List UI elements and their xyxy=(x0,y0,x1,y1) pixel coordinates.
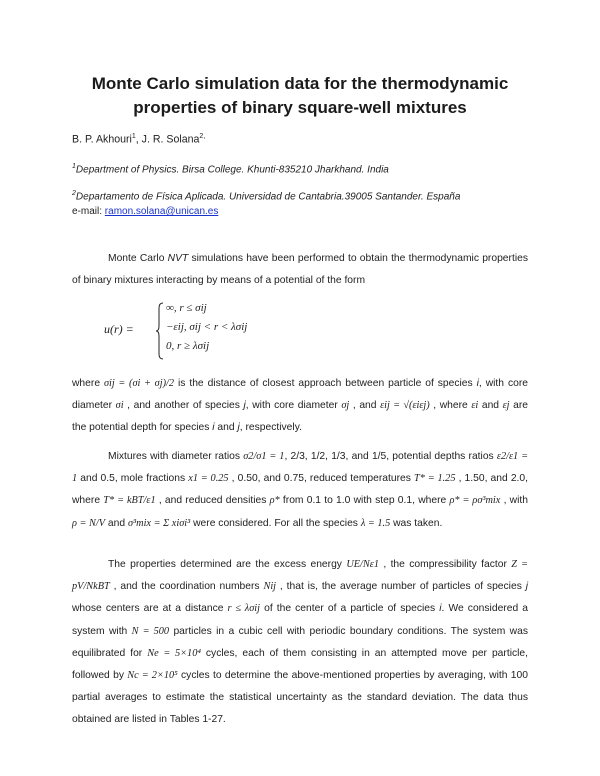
def-math-sigma-j: σj xyxy=(341,400,350,412)
email-link[interactable]: ramon.solana@unican.es xyxy=(104,206,219,217)
intro-text-2: simulations have been performed to obtain the thermodynamic properties of binary mixtures interacting by means of a potential of the form xyxy=(72,253,528,287)
mix-math-temperature-def: T* = kBT/ε1 xyxy=(103,495,156,507)
email-label: e-mail: xyxy=(72,206,105,217)
author-solana-affiliation-mark: 2, xyxy=(199,133,206,140)
prop-math-compressibility: Z = pV/NkBT xyxy=(72,559,529,593)
prop-text: The properties determined are the excess energy xyxy=(108,559,347,570)
mix-text: from 0.1 to 1.0 with step 0.1, where xyxy=(279,495,450,507)
equation-lhs: u(r) = xyxy=(104,322,134,336)
def-math-epsilon-j: εj xyxy=(502,400,510,412)
paragraph-definitions xyxy=(72,373,528,440)
author-list xyxy=(72,133,205,146)
affiliation-1-mark: 1 xyxy=(72,163,76,170)
mix-math-density: ρ* xyxy=(269,495,280,507)
def-species-j: j xyxy=(237,422,240,434)
mix-text: were considered. For all the species xyxy=(190,517,361,529)
mix-text: , 0.50, and 0.75, reduced temperatures xyxy=(228,473,414,485)
prop-text: particles in a cubic cell with periodic boundary conditions. The system was equilibrated for xyxy=(72,625,528,659)
affiliation-1 xyxy=(72,163,389,175)
author-akhouri: B. P. Akhouri xyxy=(72,133,132,146)
equation-case-3: 0, r ≥ λσij xyxy=(166,340,210,352)
def-text: , respectively. xyxy=(239,422,302,434)
def-math-sigma-ij: σij = (σi + σj)/2 xyxy=(103,378,175,389)
def-species-j: j xyxy=(243,400,246,412)
prop-text: cycles to determine the above-mentioned properties by averaging, with 100 partial averages to estimate the statistical uncertainty as the standard deviation. The data thus obtained are listed in Tables 1-27. xyxy=(72,670,528,726)
def-math-sigma-i: σi xyxy=(115,400,124,412)
contact-email xyxy=(72,206,218,217)
equation-case-2: −εij, σij < r < λσij xyxy=(166,321,248,333)
mix-text: , 2/3, 1/2, 1/3, and 1/5, potential depths ratios xyxy=(284,451,497,462)
def-text: , and xyxy=(349,400,381,412)
def-text: where xyxy=(72,378,104,389)
affiliation-2-text: Departamento de Física Aplicada. Universidad de Cantabria.39005 Santander. España xyxy=(75,191,461,203)
prop-species-j: j xyxy=(525,581,529,593)
author-separator: , xyxy=(135,133,142,146)
def-species-i: i xyxy=(476,378,479,389)
paragraph-mixtures xyxy=(72,446,528,535)
mix-text: , and reduced densities xyxy=(155,495,270,507)
mix-text: , with xyxy=(500,495,528,507)
mix-text: Mixtures with diameter ratios xyxy=(108,451,244,462)
prop-text: cycles, each of them consisting in an attempted move per particle, followed by xyxy=(72,647,529,682)
title-line-1: Monte Carlo simulation data for the thermodynamic xyxy=(91,74,509,93)
def-math-epsilon-i: εi xyxy=(471,400,479,412)
def-math-epsilon-ij: εij = √(εiεj) xyxy=(380,400,430,412)
mix-math-temperature: T* = 1.25 xyxy=(414,473,456,485)
mix-math-depth-ratio: ε2/ε1 = 1 xyxy=(72,451,529,485)
mix-text: was taken. xyxy=(390,517,443,529)
prop-text: , and the coordination numbers xyxy=(109,581,264,593)
mix-text: and xyxy=(105,517,128,529)
title-line-2: properties of binary square-well mixtures xyxy=(133,98,467,117)
prop-math-distance: r ≤ λσij xyxy=(227,603,261,615)
prop-math-coordination: Nij xyxy=(263,581,277,593)
def-species-i: i xyxy=(212,422,215,434)
mix-math-lambda: λ = 1.5 xyxy=(360,517,391,529)
prop-text: . We considered a system with xyxy=(72,603,528,637)
mix-math-density-def: ρ* = ρσ³mix xyxy=(449,495,501,507)
prop-species-i: i xyxy=(439,603,442,615)
potential-equation xyxy=(104,302,304,360)
intro-nvt: NVT xyxy=(167,253,189,264)
author-akhouri-affiliation-mark: 1 xyxy=(131,133,136,140)
def-text: and xyxy=(478,400,503,412)
prop-math-excess-energy: UE/Nε1 xyxy=(346,559,379,570)
mix-text: , 1.50, and 2.0, where xyxy=(72,473,529,507)
paragraph-intro xyxy=(72,248,528,292)
intro-text-1: Monte Carlo xyxy=(108,253,168,264)
prop-math-equilibration-cycles: Ne = 5×10⁴ xyxy=(147,647,201,659)
mix-math-sigma-mix: σ³mix = Σ xiσi³ xyxy=(127,517,191,529)
prop-text: of the center of a particle of species xyxy=(260,603,440,615)
affiliation-2 xyxy=(72,190,460,202)
affiliation-2-mark: 2 xyxy=(72,190,76,197)
paragraph-properties xyxy=(72,554,528,732)
affiliation-1-text: Department of Physics. Birsa College. Khunti-835210 Jharkhand. India xyxy=(75,164,389,176)
def-text: is the distance of closest approach between particle of species xyxy=(174,378,477,389)
def-text: , with core diameter xyxy=(245,400,342,412)
prop-math-production-cycles: Nc = 2×10⁵ xyxy=(127,670,178,682)
def-text: , where xyxy=(429,400,472,412)
def-text: , and another of species xyxy=(123,400,244,412)
brace-icon xyxy=(156,302,164,360)
equation-case-1: ∞, r ≤ σij xyxy=(166,302,207,314)
author-solana: J. R. Solana xyxy=(141,133,200,146)
def-text: and xyxy=(214,422,238,434)
mix-math-mole-fraction: x1 = 0.25 xyxy=(188,473,229,485)
paper-title xyxy=(60,72,540,120)
prop-math-n-particles: N = 500 xyxy=(131,625,170,637)
def-text: , with core diameter xyxy=(72,378,528,412)
prop-text: , the compressibility factor xyxy=(378,559,512,570)
prop-text: , that is, the average number of particles of species xyxy=(276,581,526,593)
mix-text: and 0.5, mole fractions xyxy=(77,473,189,485)
mix-math-diameter-ratio: σ2/σ1 = 1 xyxy=(243,451,285,462)
def-text: are the potential depth for species xyxy=(72,400,528,434)
prop-text: whose centers are at a distance xyxy=(72,603,228,615)
mix-math-number-density: ρ = N/V xyxy=(72,517,106,529)
